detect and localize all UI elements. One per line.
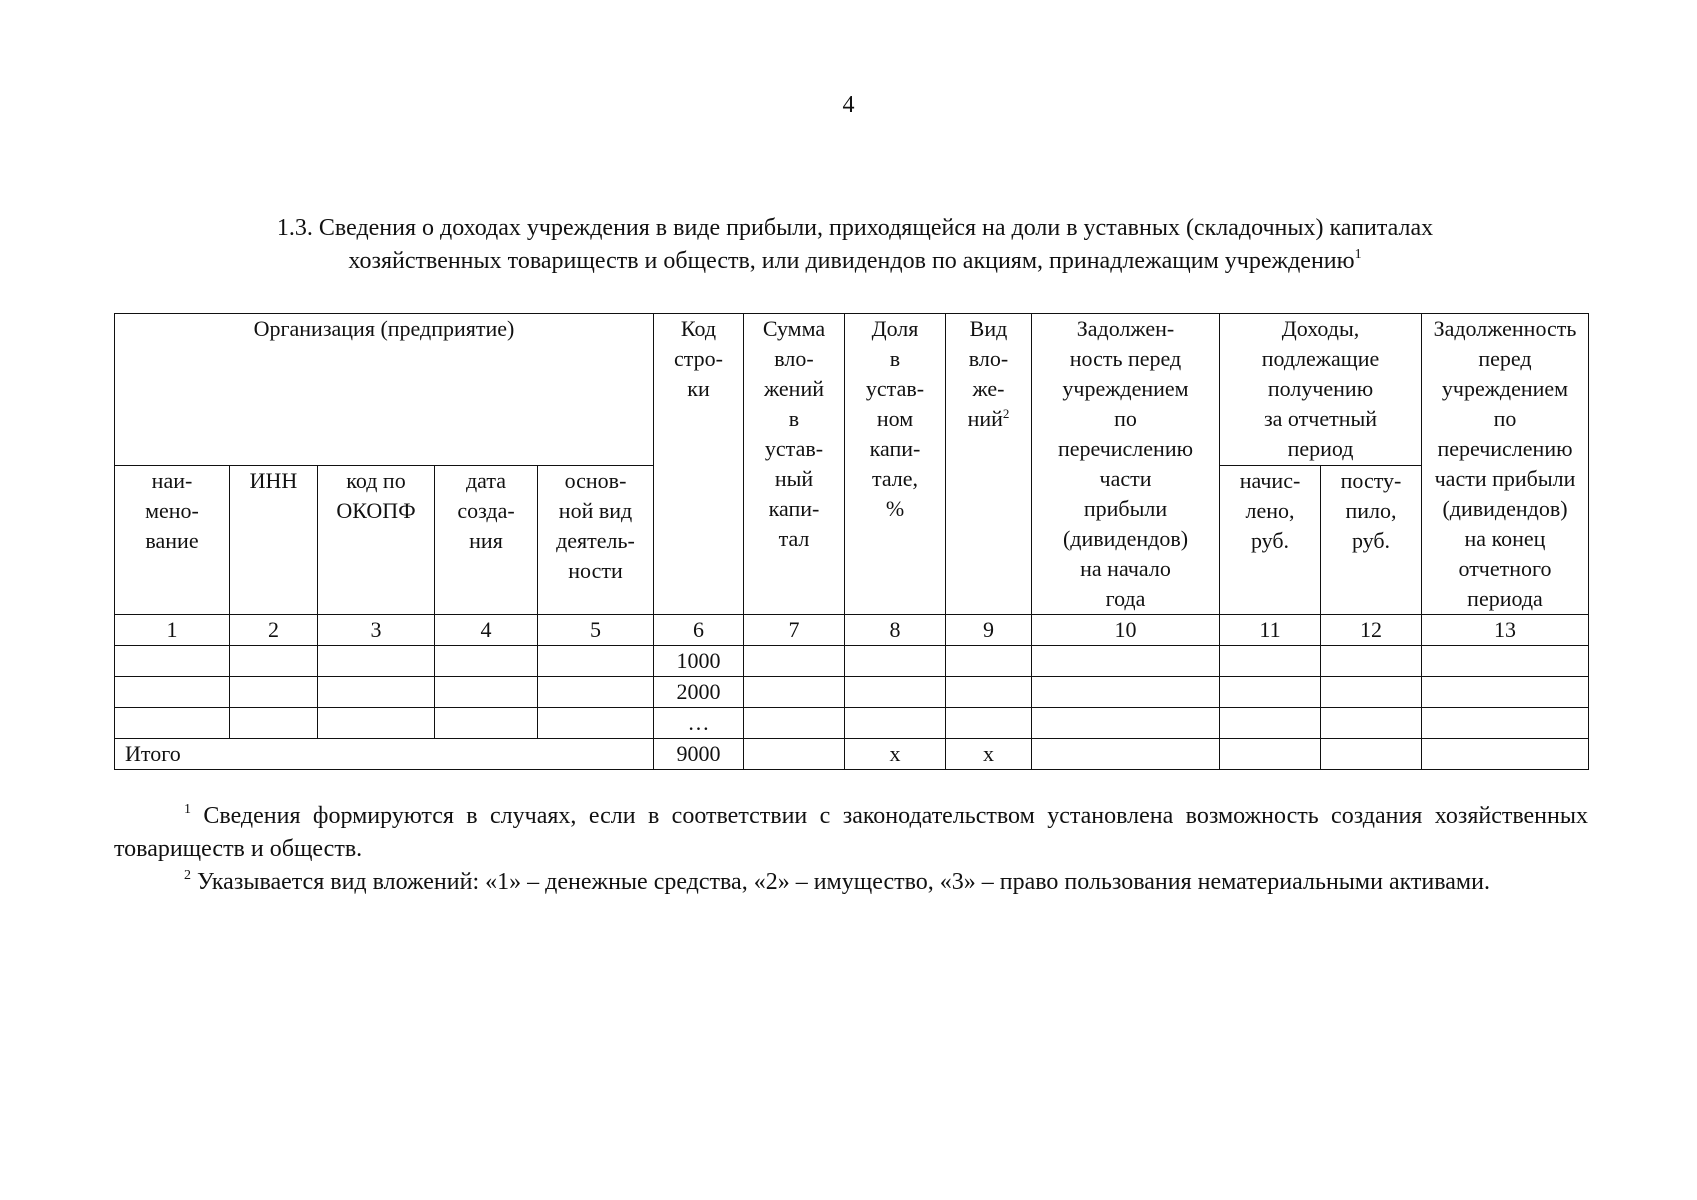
cell-name [115,708,230,739]
total-accrued [1220,739,1321,770]
cell-debt-end [1422,708,1589,739]
header-okopf: код по ОКОПФ [318,465,435,615]
cell-date-created [435,646,538,677]
cell-inn [230,677,318,708]
footnotes [114,800,1588,899]
total-investment-type: х [946,739,1032,770]
header-debt-end: Задолженность перед учреждением по перечислению части прибыли (дивидендов) на конец отчетного периода [1422,314,1589,615]
column-number-row [115,615,1589,646]
header-income: Доходы, подлежащие получению за отчетный период [1220,314,1422,466]
total-label: Итого [115,739,654,770]
cell-debt-start [1032,708,1220,739]
cell-debt-start [1032,677,1220,708]
column-number: 10 [1032,615,1220,646]
table-row [115,708,1589,739]
cell-okopf [318,646,435,677]
column-number: 11 [1220,615,1321,646]
cell-investment-sum [744,646,845,677]
cell-name [115,646,230,677]
column-number: 6 [654,615,744,646]
cell-investment-sum [744,708,845,739]
header-inn: ИНН [230,465,318,615]
cell-debt-end [1422,677,1589,708]
cell-investment-type [946,646,1032,677]
cell-capital-share [845,646,946,677]
header-date-created: дата созда- ния [435,465,538,615]
page-number: 4 [842,92,855,118]
column-number: 4 [435,615,538,646]
footnote-mark: 2 [184,868,191,883]
total-received [1321,739,1422,770]
header-row-code: Код стро- ки [654,314,744,615]
column-number: 8 [845,615,946,646]
cell-capital-share [845,677,946,708]
cell-name [115,677,230,708]
column-number: 13 [1422,615,1589,646]
table-row [115,677,1589,708]
column-number: 12 [1321,615,1422,646]
header-debt-start: Задолжен- ность перед учреждением по перечислению части прибыли (дивидендов) на начало года [1032,314,1220,615]
cell-investment-sum [744,677,845,708]
cell-debt-start [1032,646,1220,677]
header-accrued: начис- лено, руб. [1220,465,1321,615]
cell-accrued [1220,646,1321,677]
column-number: 2 [230,615,318,646]
header-main-activity: основ- ной вид деятель- ности [538,465,654,615]
table-row [115,646,1589,677]
total-investment-sum [744,739,845,770]
column-number: 9 [946,615,1032,646]
cell-received [1321,708,1422,739]
column-number: 3 [318,615,435,646]
cell-inn [230,708,318,739]
column-number: 7 [744,615,845,646]
cell-okopf [318,708,435,739]
column-number: 5 [538,615,654,646]
footnote [114,800,1588,866]
cell-investment-type [946,677,1032,708]
footnote-mark: 2 [1002,406,1010,421]
cell-okopf [318,677,435,708]
header-name: наи- мено- вание [115,465,230,615]
cell-accrued [1220,708,1321,739]
header-received: посту- пило, руб. [1321,465,1422,615]
header-organization: Организация (предприятие) [115,314,654,466]
section-title-line2: хозяйственных товариществ и обществ, или дивидендов по акциям, принадлежащим учреждению [348,248,1355,274]
cell-capital-share [845,708,946,739]
header-capital-share: Доля в устав- ном капи- тале, % [845,314,946,615]
section-title [110,212,1600,278]
total-row [115,739,1589,770]
cell-date-created [435,677,538,708]
cell-row-code: 1000 [654,646,744,677]
cell-received [1321,677,1422,708]
cell-investment-type [946,708,1032,739]
footnote [114,866,1588,899]
footnote-mark: 1 [1354,247,1362,262]
cell-date-created [435,708,538,739]
footnote-mark: 1 [184,802,191,817]
cell-inn [230,646,318,677]
section-title-line1: 1.3. Сведения о доходах учреждения в виде прибыли, приходящейся на доли в уставных (складочных) капиталах [276,215,1434,241]
footnote-text: Сведения формируются в случаях, если в соответствии с законодательством установлена возможность создания хозяйственных товариществ и обществ. [114,803,1588,862]
cell-debt-end [1422,646,1589,677]
header-investment-sum: Сумма вло- жений в устав- ный капи- тал [744,314,845,615]
cell-main-activity [538,708,654,739]
total-debt-end [1422,739,1589,770]
cell-main-activity [538,646,654,677]
header-investment-type: Вид вло- же- ний$^2$ [946,314,1032,615]
cell-main-activity [538,677,654,708]
total-capital-share: х [845,739,946,770]
column-number: 1 [115,615,230,646]
cell-row-code: 2000 [654,677,744,708]
total-debt-start [1032,739,1220,770]
income-table [114,313,1589,770]
total-row-code: 9000 [654,739,744,770]
cell-accrued [1220,677,1321,708]
cell-received [1321,646,1422,677]
cell-row-code: … [654,708,744,739]
footnote-text: Указывается вид вложений: «1» – денежные средства, «2» – имущество, «3» – право пользования нематериальными активами. [191,869,1490,895]
